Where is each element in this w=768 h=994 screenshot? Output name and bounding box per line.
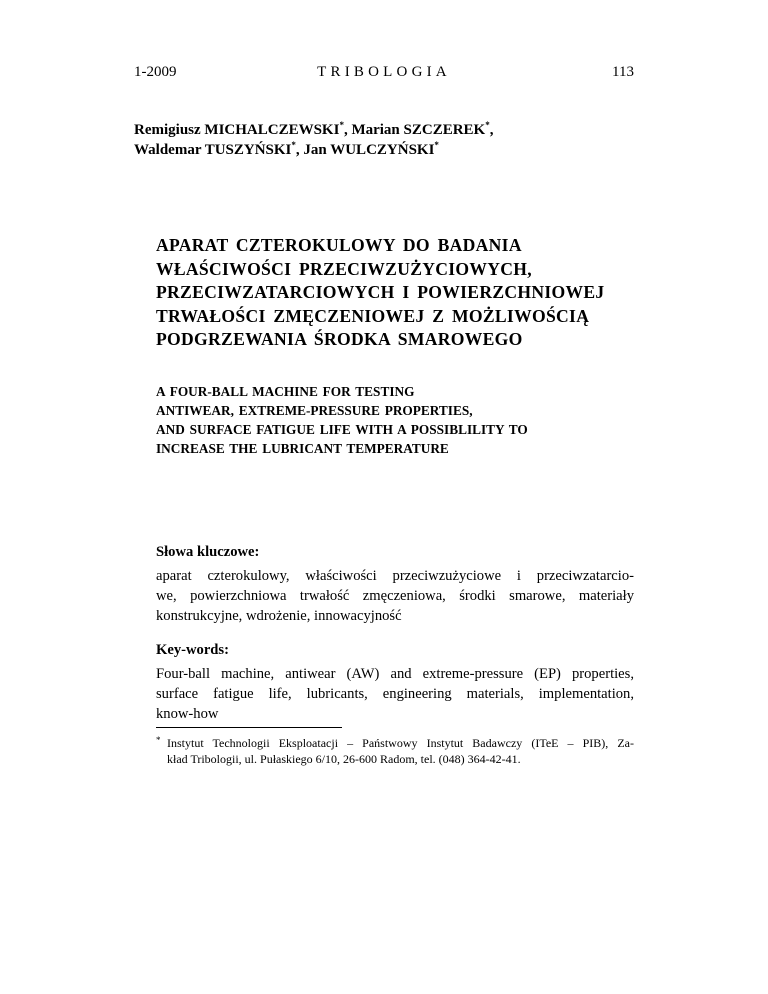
journal-name: TRIBOLOGIA [317,64,451,80]
title-line: APARAT CZTEROKULOWY DO BADANIA [156,235,522,255]
title-line: TRWAŁOŚCI ZMĘCZENIOWEJ Z MOŻLIWOŚCIĄ [156,305,590,326]
author-separator: , [295,142,304,158]
author-separator: , [343,122,352,138]
keywords-line: konstrukcyjne, wdrożenie, innowacyjność [156,608,402,624]
affiliation-mark: * [291,140,296,150]
title-english [156,382,634,458]
author-separator: , [489,122,494,138]
keywords-pl-text [156,566,634,626]
title-line: PODGRZEWANIA ŚRODKA SMAROWEGO [156,329,523,349]
keywords-en-text [156,664,634,724]
footnote-line: Instytut Technologii Eksploatacji – Państwowy Instytut Badawczy (ITeE – PIB), Za- [167,736,634,750]
affiliation-mark: * [339,120,344,130]
author-line-2 [134,140,634,160]
keywords-line: know-how [156,706,219,722]
author-name: Jan WULCZYŃSKI [303,142,435,158]
issue-number: 1-2009 [134,64,177,80]
running-header [134,64,634,84]
footnote-mark: * [156,735,161,745]
keywords-line: aparat czterokulowy, właściwości przeciwzużyciowe i przeciwzatarcio- [156,568,634,584]
footnote-body [167,735,634,767]
keywords-pl-heading: Słowa kluczowe: [156,544,260,560]
author-name: Remigiusz MICHALCZEWSKI [134,122,340,138]
page-number: 113 [612,64,634,80]
title-line: A FOUR-BALL MACHINE FOR TESTING [156,384,415,399]
title-line: WŁAŚCIWOŚCI PRZECIWZUŻYCIOWYCH, [156,258,532,279]
keywords-line: Four-ball machine, antiwear (AW) and extreme-pressure (EP) properties, [156,666,634,682]
footnote-divider [156,727,342,728]
keywords-line: we, powierzchniowa trwałość zmęczeniowa, środki smarowe, materiały [156,588,634,604]
affiliation-mark: * [485,120,490,130]
title-line: AND SURFACE FATIGUE LIFE WITH A POSSIBLILITY TO [156,422,528,437]
footnote [156,735,634,767]
keywords-en-heading: Key-words: [156,642,229,658]
keywords-line: surface fatigue life, lubricants, engineering materials, implementation, [156,686,634,702]
author-list [134,120,634,160]
title-polish [156,234,616,352]
footnote-line: kład Tribologii, ul. Pułaskiego 6/10, 26-600 Radom, tel. (048) 364-42-41. [167,752,521,766]
title-line: INCREASE THE LUBRICANT TEMPERATURE [156,441,449,456]
author-name: Waldemar TUSZYŃSKI [134,142,292,158]
author-name: Marian SZCZEREK [351,122,486,138]
title-line: PRZECIWZATARCIOWYCH I POWIERZCHNIOWEJ [156,282,605,302]
title-line: ANTIWEAR, EXTREME-PRESSURE PROPERTIES, [156,403,473,418]
author-line-1 [134,120,634,140]
affiliation-mark: * [434,140,439,150]
